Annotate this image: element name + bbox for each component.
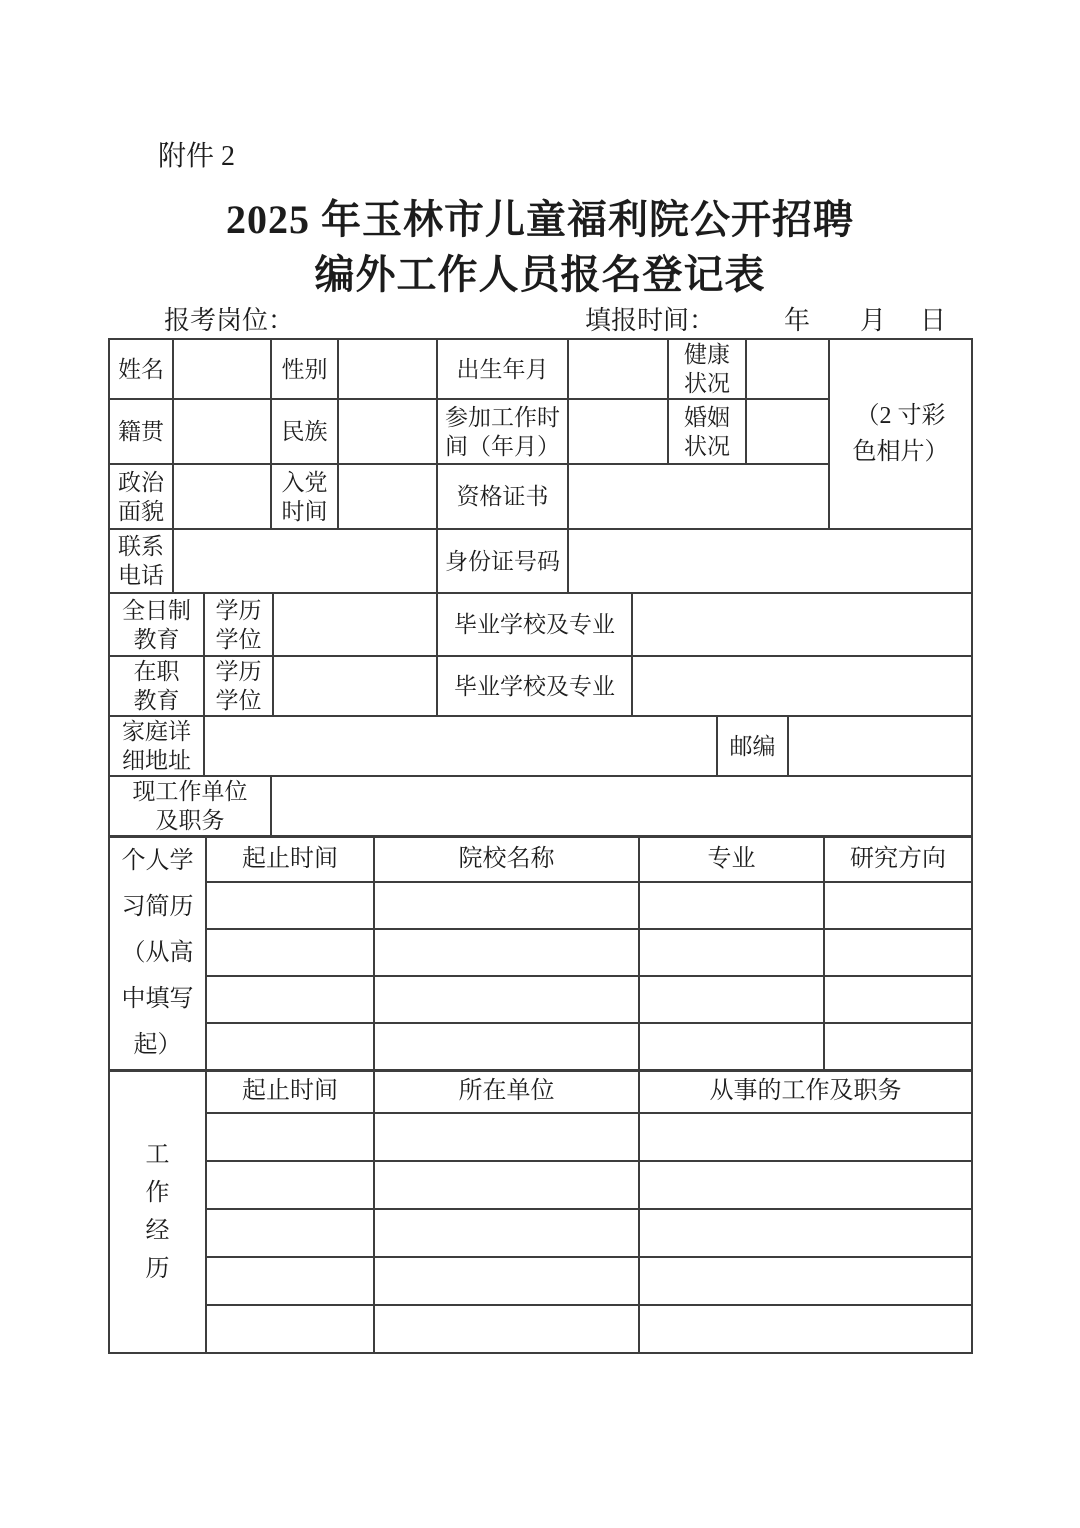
work-employer-cell[interactable] xyxy=(374,1209,639,1257)
study-school-cell[interactable] xyxy=(374,882,639,929)
study-header-major: 专业 xyxy=(639,837,824,882)
political-status-value-cell[interactable] xyxy=(173,464,271,529)
name-label: 姓名 xyxy=(109,339,173,399)
birth-date-value-cell[interactable] xyxy=(568,339,668,399)
work-history-row xyxy=(109,1113,972,1161)
native-place-label: 籍贯 xyxy=(109,399,173,464)
study-period-cell[interactable] xyxy=(206,976,374,1023)
qualification-cert-label: 资格证书 xyxy=(437,464,568,529)
study-header-direction: 研究方向 xyxy=(824,837,972,882)
attachment-label: 附件 2 xyxy=(158,141,236,172)
work-history-row xyxy=(109,1257,972,1305)
study-period-cell[interactable] xyxy=(206,929,374,976)
study-period-cell[interactable] xyxy=(206,882,374,929)
study-major-cell[interactable] xyxy=(639,976,824,1023)
date-month-label: 月 xyxy=(860,306,887,335)
fulltime-school-major-label: 毕业学校及专业 xyxy=(437,593,632,656)
contact-phone-label: 联系 电话 xyxy=(109,529,173,593)
work-duty-cell[interactable] xyxy=(639,1113,972,1161)
gender-value-cell[interactable] xyxy=(338,339,437,399)
study-history-table xyxy=(108,835,973,1071)
study-school-cell[interactable] xyxy=(374,929,639,976)
home-address-table xyxy=(108,715,973,777)
photo-placeholder-cell: （2 寸彩 色相片） xyxy=(829,339,972,529)
id-number-value-cell[interactable] xyxy=(568,529,972,593)
qualification-cert-value-cell[interactable] xyxy=(568,464,829,529)
health-status-value-cell[interactable] xyxy=(746,339,829,399)
meta-row xyxy=(108,300,971,334)
date-day-label: 日 xyxy=(920,306,947,335)
study-history-row xyxy=(109,976,972,1023)
current-employer-label: 现工作单位 及职务 xyxy=(109,776,271,836)
study-direction-cell[interactable] xyxy=(824,882,972,929)
postcode-label: 邮编 xyxy=(717,716,788,776)
onjob-school-major-label: 毕业学校及专业 xyxy=(437,656,632,716)
work-employer-cell[interactable] xyxy=(374,1305,639,1353)
work-history-table xyxy=(108,1069,973,1355)
ethnicity-value-cell[interactable] xyxy=(338,399,437,464)
study-header-school: 院校名称 xyxy=(374,837,639,882)
name-value-cell[interactable] xyxy=(173,339,271,399)
work-employer-cell[interactable] xyxy=(374,1257,639,1305)
work-history-row xyxy=(109,1305,972,1353)
work-duty-cell[interactable] xyxy=(639,1305,972,1353)
work-duty-cell[interactable] xyxy=(639,1161,972,1209)
study-history-row xyxy=(109,1023,972,1070)
native-place-value-cell[interactable] xyxy=(173,399,271,464)
political-status-label: 政治 面貌 xyxy=(109,464,173,529)
work-start-time-value-cell[interactable] xyxy=(568,399,668,464)
basic-info-table xyxy=(108,338,973,594)
work-period-cell[interactable] xyxy=(206,1209,374,1257)
onjob-degree-value-cell[interactable] xyxy=(273,656,437,716)
study-history-section-label: 个人学 习简历 （从高 中填写 起） xyxy=(109,837,206,1070)
work-duty-cell[interactable] xyxy=(639,1209,972,1257)
date-year-label: 年 xyxy=(784,306,811,335)
study-major-cell[interactable] xyxy=(639,882,824,929)
work-period-cell[interactable] xyxy=(206,1113,374,1161)
registration-form-table xyxy=(108,338,971,1354)
contact-phone-value-cell[interactable] xyxy=(173,529,437,593)
apply-position-label: 报考岗位： xyxy=(164,306,295,335)
education-table xyxy=(108,592,973,717)
work-history-row xyxy=(109,1161,972,1209)
fulltime-degree-value-cell[interactable] xyxy=(273,593,437,656)
work-duty-cell[interactable] xyxy=(639,1257,972,1305)
study-header-period: 起止时间 xyxy=(206,837,374,882)
marital-status-label: 婚姻 状况 xyxy=(668,399,746,464)
work-employer-cell[interactable] xyxy=(374,1161,639,1209)
study-direction-cell[interactable] xyxy=(824,929,972,976)
work-start-time-label: 参加工作时 间（年月） xyxy=(437,399,568,464)
study-period-cell[interactable] xyxy=(206,1023,374,1070)
work-period-cell[interactable] xyxy=(206,1161,374,1209)
study-direction-cell[interactable] xyxy=(824,1023,972,1070)
study-history-row xyxy=(109,882,972,929)
health-status-label: 健康 状况 xyxy=(668,339,746,399)
work-period-cell[interactable] xyxy=(206,1257,374,1305)
study-direction-cell[interactable] xyxy=(824,976,972,1023)
fill-date-label: 填报时间： xyxy=(585,306,716,335)
work-header-duty: 从事的工作及职务 xyxy=(639,1070,972,1113)
study-major-cell[interactable] xyxy=(639,929,824,976)
fulltime-school-major-value-cell[interactable] xyxy=(632,593,972,656)
fulltime-education-label: 全日制 教育 xyxy=(109,593,204,656)
postcode-value-cell[interactable] xyxy=(788,716,972,776)
work-period-cell[interactable] xyxy=(206,1305,374,1353)
home-address-value-cell[interactable] xyxy=(204,716,717,776)
study-history-row xyxy=(109,929,972,976)
id-number-label: 身份证号码 xyxy=(437,529,568,593)
work-header-period: 起止时间 xyxy=(206,1070,374,1113)
home-address-label: 家庭详 细地址 xyxy=(109,716,204,776)
onjob-school-major-value-cell[interactable] xyxy=(632,656,972,716)
party-join-time-value-cell[interactable] xyxy=(338,464,437,529)
work-history-section-label: 工 作 经 历 xyxy=(109,1070,206,1353)
party-join-time-label: 入党 时间 xyxy=(271,464,338,529)
study-major-cell[interactable] xyxy=(639,1023,824,1070)
current-employer-value-cell[interactable] xyxy=(271,776,972,836)
employer-table xyxy=(108,775,973,837)
birth-date-label: 出生年月 xyxy=(437,339,568,399)
work-header-employer: 所在单位 xyxy=(374,1070,639,1113)
study-school-cell[interactable] xyxy=(374,1023,639,1070)
marital-status-value-cell[interactable] xyxy=(746,399,829,464)
work-history-row xyxy=(109,1209,972,1257)
fulltime-degree-label: 学历 学位 xyxy=(204,593,273,656)
work-employer-cell[interactable] xyxy=(374,1113,639,1161)
form-title-line2: 编外工作人员报名登记表 xyxy=(314,252,766,297)
study-school-cell[interactable] xyxy=(374,976,639,1023)
form-title-line1: 2025 年玉林市儿童福利院公开招聘 xyxy=(226,197,854,242)
ethnicity-label: 民族 xyxy=(271,399,338,464)
onjob-education-label: 在职 教育 xyxy=(109,656,204,716)
gender-label: 性别 xyxy=(271,339,338,399)
onjob-degree-label: 学历 学位 xyxy=(204,656,273,716)
